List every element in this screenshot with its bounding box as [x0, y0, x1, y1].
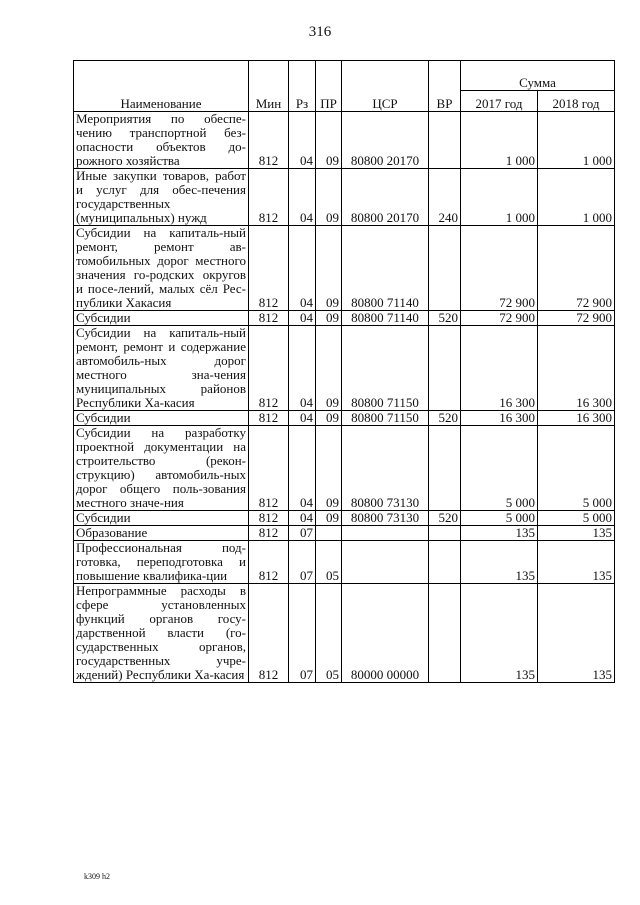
row-vr: 240	[429, 169, 461, 226]
row-sum-2018: 135	[538, 526, 615, 541]
row-rz: 07	[289, 541, 316, 584]
table-row	[74, 112, 615, 169]
row-csr: 80800 71150	[342, 411, 429, 426]
table-row	[74, 226, 615, 311]
row-pr: 09	[316, 169, 342, 226]
row-name: Субсидии	[74, 511, 249, 526]
row-pr: 09	[316, 426, 342, 511]
row-csr: 80800 71140	[342, 311, 429, 326]
row-name: Субсидии	[74, 311, 249, 326]
row-pr: 09	[316, 226, 342, 311]
table-row	[74, 426, 615, 511]
row-name: Образование	[74, 526, 249, 541]
row-min: 812	[249, 311, 289, 326]
table-row	[74, 526, 615, 541]
row-vr: 520	[429, 511, 461, 526]
row-pr: 09	[316, 112, 342, 169]
row-min: 812	[249, 541, 289, 584]
row-csr: 80800 20170	[342, 169, 429, 226]
header-pr: ПР	[316, 61, 342, 112]
row-csr: 80000 00000	[342, 584, 429, 683]
row-rz: 07	[289, 526, 316, 541]
row-name: Профессиональная под-готовка, переподготовка и повышение квалифика-ции	[74, 541, 249, 584]
row-pr: 09	[316, 511, 342, 526]
row-vr	[429, 426, 461, 511]
row-vr	[429, 584, 461, 683]
row-csr	[342, 541, 429, 584]
row-vr: 520	[429, 311, 461, 326]
row-min: 812	[249, 526, 289, 541]
row-sum-2017: 16 300	[461, 411, 538, 426]
table-row	[74, 169, 615, 226]
row-rz: 07	[289, 584, 316, 683]
row-pr: 09	[316, 411, 342, 426]
row-sum-2018: 72 900	[538, 226, 615, 311]
table-body	[74, 112, 615, 683]
row-min: 812	[249, 426, 289, 511]
row-rz: 04	[289, 326, 316, 411]
row-name: Субсидии	[74, 411, 249, 426]
row-sum-2017: 72 900	[461, 226, 538, 311]
row-min: 812	[249, 169, 289, 226]
table-row	[74, 326, 615, 411]
row-name: Непрограммные расходы в сфере установленных функций органов госу-дарственной власти (го-сударственных органов, государственных учре-ждений) Республики Ха-касия	[74, 584, 249, 683]
table-row	[74, 511, 615, 526]
footer-code: k309 h2	[84, 872, 110, 881]
row-csr: 80800 73130	[342, 511, 429, 526]
row-vr	[429, 112, 461, 169]
row-pr: 09	[316, 311, 342, 326]
row-pr	[316, 526, 342, 541]
row-rz: 04	[289, 226, 316, 311]
row-csr	[342, 526, 429, 541]
row-min: 812	[249, 226, 289, 311]
header-min: Мин	[249, 61, 289, 112]
row-sum-2018: 5 000	[538, 511, 615, 526]
row-vr	[429, 526, 461, 541]
row-sum-2017: 72 900	[461, 311, 538, 326]
header-name: Наименование	[74, 61, 249, 112]
header-sum: Сумма	[461, 61, 615, 91]
row-sum-2017: 135	[461, 584, 538, 683]
row-sum-2017: 5 000	[461, 511, 538, 526]
row-min: 812	[249, 511, 289, 526]
row-vr	[429, 226, 461, 311]
row-rz: 04	[289, 311, 316, 326]
header-vr: ВР	[429, 61, 461, 112]
row-rz: 04	[289, 112, 316, 169]
row-sum-2018: 5 000	[538, 426, 615, 511]
table-row	[74, 411, 615, 426]
row-sum-2017: 1 000	[461, 112, 538, 169]
row-vr	[429, 541, 461, 584]
row-sum-2017: 5 000	[461, 426, 538, 511]
row-sum-2018: 72 900	[538, 311, 615, 326]
row-pr: 09	[316, 326, 342, 411]
row-pr: 05	[316, 541, 342, 584]
row-rz: 04	[289, 411, 316, 426]
row-sum-2018: 135	[538, 541, 615, 584]
table-row	[74, 311, 615, 326]
row-rz: 04	[289, 426, 316, 511]
row-min: 812	[249, 584, 289, 683]
table-header	[74, 61, 615, 112]
row-sum-2018: 1 000	[538, 112, 615, 169]
row-sum-2017: 16 300	[461, 326, 538, 411]
header-year-2018: 2018 год	[538, 91, 615, 112]
row-name: Субсидии на капиталь-ный ремонт, ремонт ав-томобильных дорог местного значения го-родских округов и посе-лений, малых сёл Рес-публики Хакасия	[74, 226, 249, 311]
row-name: Иные закупки товаров, работ и услуг для обес-печения государственных (муниципальных) нужд	[74, 169, 249, 226]
row-sum-2018: 135	[538, 584, 615, 683]
row-sum-2018: 16 300	[538, 326, 615, 411]
header-year-2017: 2017 год	[461, 91, 538, 112]
row-vr: 520	[429, 411, 461, 426]
row-min: 812	[249, 326, 289, 411]
page-number: 316	[308, 24, 332, 40]
row-sum-2017: 135	[461, 541, 538, 584]
row-csr: 80800 71150	[342, 326, 429, 411]
header-csr: ЦСР	[342, 61, 429, 112]
row-csr: 80800 73130	[342, 426, 429, 511]
budget-table	[73, 60, 615, 683]
row-csr: 80800 20170	[342, 112, 429, 169]
table-row	[74, 584, 615, 683]
row-sum-2018: 1 000	[538, 169, 615, 226]
row-name: Субсидии на разработку проектной документации на строительство (рекон-струкцию) автомобиль-ных дорог общего поль-зования местного значе-ния	[74, 426, 249, 511]
row-min: 812	[249, 411, 289, 426]
row-sum-2017: 1 000	[461, 169, 538, 226]
row-rz: 04	[289, 169, 316, 226]
row-name: Мероприятия по обеспе-чению транспортной без-опасности объектов до-рожного хозяйства	[74, 112, 249, 169]
row-min: 812	[249, 112, 289, 169]
row-sum-2018: 16 300	[538, 411, 615, 426]
row-csr: 80800 71140	[342, 226, 429, 311]
row-pr: 05	[316, 584, 342, 683]
header-rz: Рз	[289, 61, 316, 112]
row-vr	[429, 326, 461, 411]
table-row	[74, 541, 615, 584]
row-rz: 04	[289, 511, 316, 526]
row-sum-2017: 135	[461, 526, 538, 541]
row-name: Субсидии на капиталь-ный ремонт, ремонт и содержание автомобиль-ных дорог местного зна-чения муниципальных районов Республики Ха-касия	[74, 326, 249, 411]
